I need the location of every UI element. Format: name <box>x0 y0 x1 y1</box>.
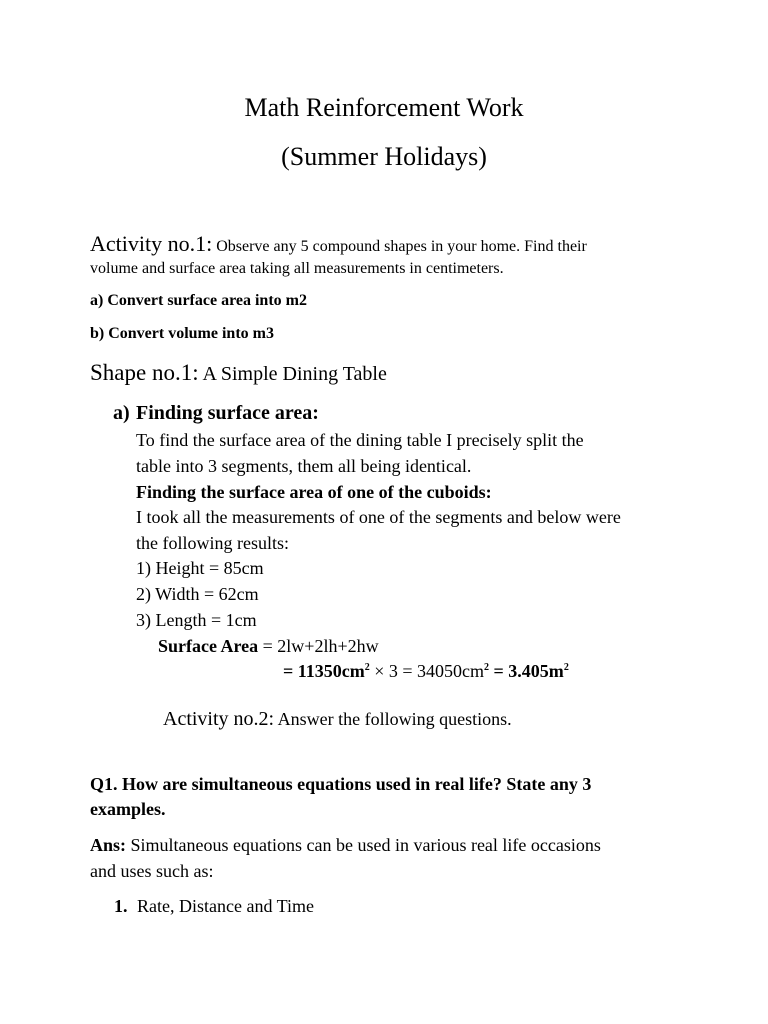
document-subtitle: (Summer Holidays) <box>281 142 487 171</box>
surface-area-formula <box>158 636 379 657</box>
measure-line1: I took all the measurements of one of the segments and below were <box>136 507 621 527</box>
cuboid-heading: Finding the surface area of one of the cuboids: <box>136 482 492 502</box>
width-measure: 2) Width = 62cm <box>136 584 259 604</box>
shape1-heading-line <box>90 360 387 386</box>
activity1-item-b: b) Convert volume into m3 <box>90 325 274 342</box>
shape1-heading: Shape no.1: <box>90 360 199 385</box>
section-a-marker: a) <box>113 402 130 424</box>
surface-area-label: Surface Area <box>158 636 259 656</box>
answer1-line1 <box>90 835 601 856</box>
height-measure: 1) Height = 85cm <box>136 558 264 578</box>
activity1-heading: Activity no.1: <box>90 231 213 256</box>
list-item-number: 1. <box>114 896 128 916</box>
shape1-name: A Simple Dining Table <box>198 363 387 385</box>
activity1-item-a: a) Convert surface area into m2 <box>90 292 307 309</box>
activity2-line <box>163 708 512 731</box>
activity1-line1 <box>90 231 587 257</box>
measure-line2: the following results: <box>136 533 289 553</box>
result-sup3: 2 <box>563 662 569 673</box>
surface-area-expression: = 2lw+2lh+2hw <box>258 636 379 656</box>
result-sup2: 2 <box>484 662 490 673</box>
answer-label: Ans: <box>90 835 127 855</box>
question1-line2: examples. <box>90 799 166 819</box>
question1-line1: Q1. How are simultaneous equations used in real life? State any 3 <box>90 774 592 794</box>
section-a-title: Finding surface area: <box>136 402 319 424</box>
document-title: Math Reinforcement Work <box>244 93 524 122</box>
result-part2: × 3 = 34050cm <box>369 661 485 681</box>
list-item-rate-distance-time: Rate, Distance and Time <box>137 896 314 916</box>
answer-text: Simultaneous equations can be used in various real life occasions <box>126 835 601 855</box>
para-line1: To find the surface area of the dining table I precisely split the <box>136 430 584 450</box>
para-line2: table into 3 segments, them all being identical. <box>136 456 472 476</box>
result-part1: = 11350cm <box>283 661 365 681</box>
surface-area-result <box>283 661 569 682</box>
activity1-text-line2: volume and surface area taking all measurements in centimeters. <box>90 260 504 277</box>
result-part3: = 3.405m <box>489 661 564 681</box>
activity2-text: Answer the following questions. <box>274 709 512 729</box>
activity1-text: Observe any 5 compound shapes in your home. Find their <box>212 238 587 255</box>
result-sup1: 2 <box>364 662 370 673</box>
activity2-heading: Activity no.2: <box>163 708 275 730</box>
length-measure: 3) Length = 1cm <box>136 610 257 630</box>
answer1-line2: and uses such as: <box>90 861 214 881</box>
